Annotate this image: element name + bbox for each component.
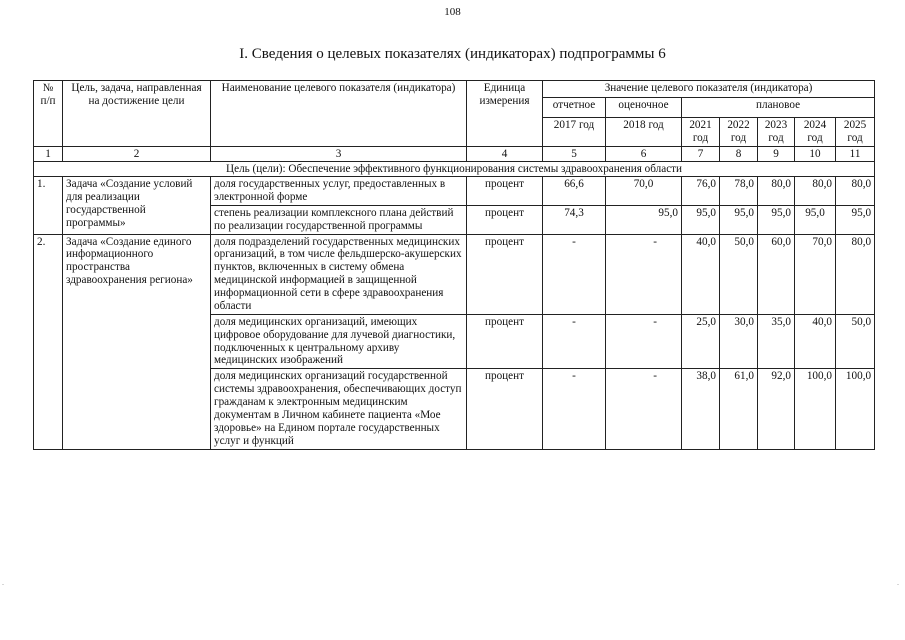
task-text: Задача «Создание условий для реализации государственной программы» [63,177,211,235]
column-number: 1 [34,147,63,162]
table-row [34,177,875,206]
value-2023: 60,0 [758,234,795,314]
header-year-2018: 2018 год [606,118,682,147]
column-number: 7 [682,147,720,162]
value-2025: 100,0 [836,369,875,449]
value-2024: 100,0 [795,369,836,449]
header-indicator-name: Наименование целевого показателя (индикатора) [211,81,467,147]
header-num: № п/п [34,81,63,147]
column-number: 8 [720,147,758,162]
indicators-table [33,80,875,450]
column-number: 4 [467,147,543,162]
value-2025: 50,0 [836,314,875,369]
value-2024: 80,0 [795,177,836,206]
value-2018: - [606,314,682,369]
indicator-unit: процент [467,314,543,369]
value-2021: 95,0 [682,205,720,234]
value-2018: - [606,234,682,314]
indicator-unit: процент [467,234,543,314]
value-2024: 40,0 [795,314,836,369]
value-2017: - [543,234,606,314]
goal-row [34,162,875,177]
value-2023: 92,0 [758,369,795,449]
page-number: 108 [444,6,461,18]
value-2023: 35,0 [758,314,795,369]
table-row [34,234,875,314]
value-2022: 78,0 [720,177,758,206]
value-2017: 66,6 [543,177,606,206]
column-number: 2 [63,147,211,162]
value-2021: 25,0 [682,314,720,369]
header-year-2025: 2025 год [836,118,875,147]
header-reported: отчетное [543,98,606,118]
value-2022: 95,0 [720,205,758,234]
value-2022: 50,0 [720,234,758,314]
value-2018: 95,0 [606,205,682,234]
value-2018: - [606,369,682,449]
task-text: Задача «Создание единого информационного пространства здравоохранения региона» [63,234,211,449]
header-goal-task: Цель, задача, направленная на достижение цели [63,81,211,147]
value-2025: 80,0 [836,234,875,314]
value-2021: 38,0 [682,369,720,449]
indicator-name: степень реализации комплексного плана действий по реализации государственной программы [211,205,467,234]
value-2024: 70,0 [795,234,836,314]
column-number: 9 [758,147,795,162]
scan-speck: . [897,578,899,587]
indicator-name: доля медицинских организаций государственной системы здравоохранения, обеспечивающих доступ гражданам к электронным медицинским документам в Личном кабинете пациента «Мое здоровье» на Едином портале государственных услуг и функций [211,369,467,449]
column-number-row [34,147,875,162]
value-2023: 95,0 [758,205,795,234]
header-year-2023: 2023 год [758,118,795,147]
column-number: 5 [543,147,606,162]
value-2018: 70,0 [606,177,682,206]
header-year-2017: 2017 год [543,118,606,147]
header-value-group: Значение целевого показателя (индикатора) [543,81,875,98]
scan-speck: . [2,578,4,587]
column-number: 10 [795,147,836,162]
value-2017: - [543,369,606,449]
indicator-unit: процент [467,369,543,449]
indicator-unit: процент [467,177,543,206]
task-number: 1. [34,177,63,235]
value-2021: 40,0 [682,234,720,314]
document-title: I. Сведения о целевых показателях (индикаторах) подпрограммы 6 [239,46,666,62]
column-number: 11 [836,147,875,162]
column-number: 3 [211,147,467,162]
header-year-2022: 2022 год [720,118,758,147]
value-2017: - [543,314,606,369]
value-2017: 74,3 [543,205,606,234]
indicator-name: доля медицинских организаций, имеющих цифровое оборудование для лучевой диагностики, подключенных к центральному архиву медицинских изображений [211,314,467,369]
column-number: 6 [606,147,682,162]
header-year-2024: 2024 год [795,118,836,147]
value-2025: 80,0 [836,177,875,206]
value-2021: 76,0 [682,177,720,206]
indicator-name: доля государственных услуг, предоставленных в электронной форме [211,177,467,206]
header-year-2021: 2021 год [682,118,720,147]
header-unit: Единица измерения [467,81,543,147]
value-2024: 95,0 [795,205,836,234]
value-2022: 61,0 [720,369,758,449]
task-number: 2. [34,234,63,449]
header-row-1 [34,81,875,98]
indicator-unit: процент [467,205,543,234]
value-2022: 30,0 [720,314,758,369]
indicator-name: доля подразделений государственных медицинских организаций, в том числе фельдшерско-акушерских пунктов, включенных в систему обмена медицинской информацией в защищенной информационной сети в сфере здравоохранения области [211,234,467,314]
header-planned: плановое [682,98,875,118]
value-2023: 80,0 [758,177,795,206]
value-2025: 95,0 [836,205,875,234]
header-estimated: оценочное [606,98,682,118]
goal-text: Цель (цели): Обеспечение эффективного функционирования системы здравоохранения области [34,162,875,177]
